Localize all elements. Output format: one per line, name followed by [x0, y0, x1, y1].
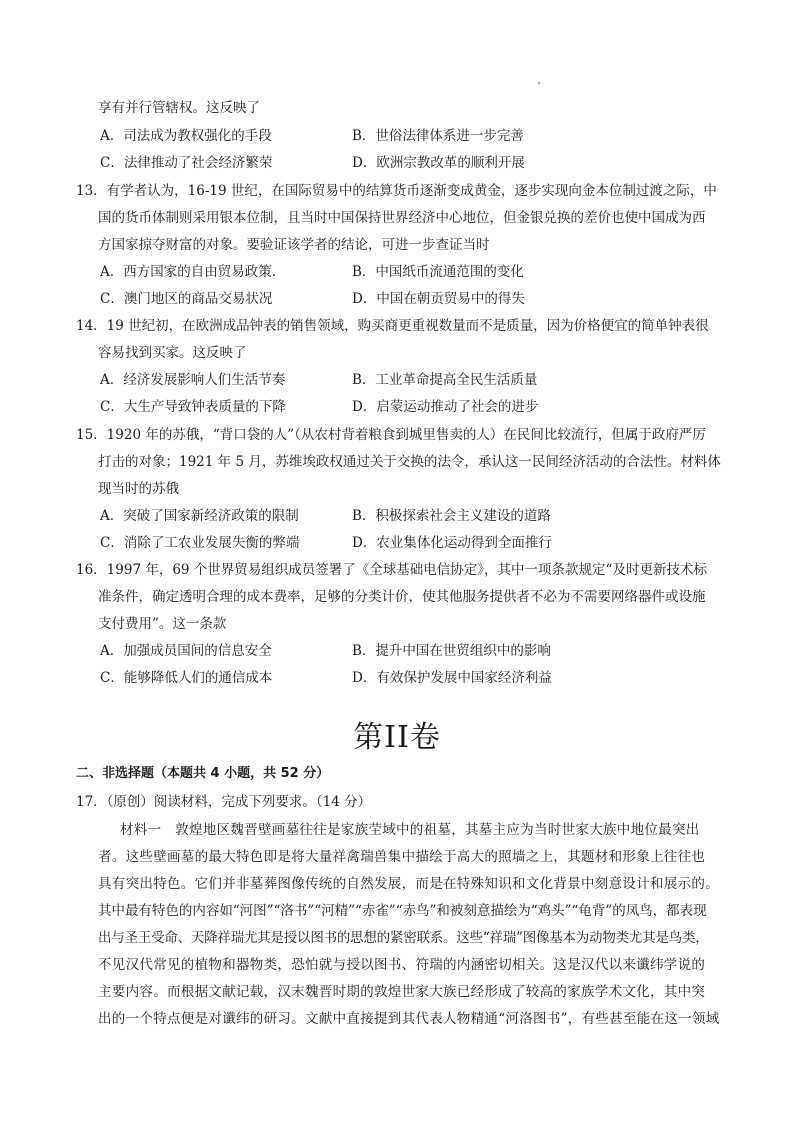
- q12-option-a[interactable]: A．司法成为教权强化的手段: [100, 128, 272, 144]
- q16-option-c[interactable]: C．能够降低人们的通信成本: [100, 670, 273, 686]
- material1-line-3: 具有突出特色。它们并非墓葬图像传统的自然发展，而是在特殊知识和文化背景中刻意设计和展示的。: [98, 876, 719, 892]
- q14-option-d[interactable]: D．启蒙运动推动了社会的进步: [352, 399, 539, 415]
- q14-stem-line-1: 14．19 世纪初，在欧洲成品钟表的销售领域，购买商更重视数量而不是质量，因为价格便宜的简单钟表很: [76, 318, 709, 334]
- q14-option-c[interactable]: C．大生产导致钟表质量的下降: [100, 399, 286, 415]
- q13-option-b[interactable]: B．中国纸币流通范围的变化: [352, 264, 524, 280]
- material1-line-2: 者。这些壁画墓的最大特色即是将大量祥禽瑞兽集中描绘于高大的照墙之上，其题材和形象上往往也: [98, 849, 706, 865]
- material1-line-6: 不见汉代常见的植物和器物类，恐怕就与授以图书、符瑞的内涵密切相关。这是汉代以来谶纬学说的: [98, 957, 706, 973]
- q13-stem-line-1: 13．有学者认为，16-19 世纪，在国际贸易中的结算货币逐渐变成黄金，逐步实现向金本位制过渡之际，中: [76, 183, 717, 199]
- q16-stem-line-2: 准条件，确定透明合理的成本费率，足够的分类计价，使其他服务提供者不必为不需要网络器件或设施: [98, 589, 706, 605]
- q16-option-a[interactable]: A．加强成员国间的信息安全: [100, 643, 272, 659]
- q12-option-d[interactable]: D．欧洲宗教改革的顺利开展: [352, 155, 525, 171]
- q15-option-a[interactable]: A．突破了国家新经济政策的限制: [100, 508, 299, 524]
- q12-option-c[interactable]: C．法律推动了社会经济繁荣: [100, 155, 273, 171]
- q12-stem-end: 享有并行管辖权。这反映了: [98, 100, 260, 116]
- section-title: 二、非选择题（本题共 4 小题，共 52 分）: [76, 766, 330, 781]
- q15-stem-line-2: 打击的对象；1921 年 5 月，苏维埃政权通过关于交换的法令，承认这一民间经济活动的合法性。材料体: [98, 454, 721, 470]
- material1-line-8: 出的一个特点便是对谶纬的研习。文献中直接提到其代表人物精通“河洛图书”，有些甚至能在这一领域: [98, 1011, 720, 1027]
- scan-speck: [538, 82, 540, 84]
- material1-line-4: 其中最有特色的内容如“河图”“洛书”“河精”“赤雀”“赤鸟”和被刻意描绘为“鸡头”“龟背”的凤鸟，都表现: [98, 903, 707, 919]
- q13-stem-line-3: 方国家掠夺财富的对象。要验证该学者的结论，可进一步查证当时: [98, 237, 490, 253]
- q15-stem-line-1: 15．1920 年的苏俄，“背口袋的人”（从农村背着粮食到城里售卖的人）在民间比较流行，但属于政府严厉: [76, 427, 706, 443]
- q13-stem-line-2: 国的货币体制则采用银本位制，且当时中国保持世界经济中心地位，但金银兑换的差价也使中国成为西: [98, 210, 706, 226]
- q17-stem: 17．（原创）阅读材料，完成下列要求。（14 分）: [76, 794, 372, 810]
- q15-stem-line-3: 现当时的苏俄: [98, 481, 179, 497]
- q16-option-d[interactable]: D．有效保护发展中国家经济利益: [352, 670, 552, 686]
- q16-stem-line-1: 16．1997 年，69 个世界贸易组织成员签署了《全球基础电信协定》，其中一项条款规定“及时更新技术标: [76, 562, 707, 578]
- q16-stem-line-3: 支付费用”。这一条款: [98, 616, 227, 632]
- material1-line-7: 主要内容。而根据文献记载，汉末魏晋时期的敦煌世家大族已经形成了较高的家族学术文化，其中突: [98, 984, 706, 1000]
- q13-option-c[interactable]: C．澳门地区的商品交易状况: [100, 291, 273, 307]
- q16-option-b[interactable]: B．提升中国在世贸组织中的影响: [352, 643, 551, 659]
- material1-line-1: 材料一 敦煌地区魏晋壁画墓往往是家族茔域中的祖墓，其墓主应为当时世家大族中地位最突出: [120, 822, 700, 838]
- q14-option-a[interactable]: A．经济发展影响人们生活节奏: [100, 372, 286, 388]
- q14-option-b[interactable]: B．工业革命提高全民生活质量: [352, 372, 538, 388]
- q13-option-a[interactable]: A．西方国家的自由贸易政策.: [100, 264, 277, 280]
- q13-option-d[interactable]: D．中国在朝贡贸易中的得失: [352, 291, 525, 307]
- q15-option-b[interactable]: B．积极探索社会主义建设的道路: [352, 508, 551, 524]
- q12-option-b[interactable]: B．世俗法律体系进一步完善: [352, 128, 524, 144]
- q15-option-d[interactable]: D．农业集体化运动得到全面推行: [352, 535, 552, 551]
- q15-option-c[interactable]: C．消除了工农业发展失衡的弊端: [100, 535, 300, 551]
- part-two-heading: 第II卷: [353, 720, 441, 755]
- q14-stem-line-2: 容易找到买家。这反映了: [98, 345, 247, 361]
- material1-line-5: 出与圣王受命、天降祥瑞尤其是授以图书的思想的紧密联系。这些“祥瑞”图像基本为动物类尤其是鸟类，: [98, 930, 709, 946]
